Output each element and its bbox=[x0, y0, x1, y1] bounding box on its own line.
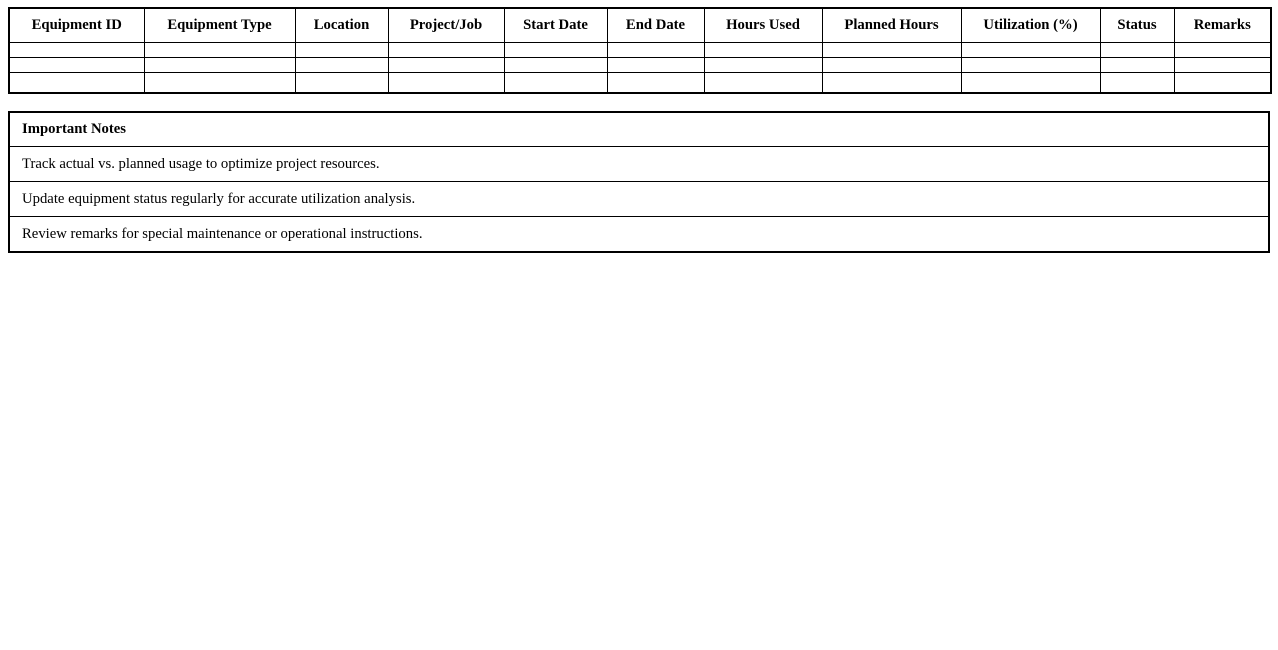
column-header-start-date: Start Date bbox=[504, 8, 607, 43]
note-item: Track actual vs. planned usage to optimize project resources. bbox=[9, 147, 1269, 182]
equipment-cell-r1c9[interactable] bbox=[1100, 58, 1174, 73]
equipment-cell-r2c7[interactable] bbox=[822, 73, 961, 94]
equipment-cell-r2c6[interactable] bbox=[704, 73, 822, 94]
equipment-cell-r1c1[interactable] bbox=[144, 58, 295, 73]
column-header-equipment-id: Equipment ID bbox=[9, 8, 144, 43]
equipment-cell-r2c9[interactable] bbox=[1100, 73, 1174, 94]
column-header-remarks: Remarks bbox=[1174, 8, 1271, 43]
equipment-cell-r1c3[interactable] bbox=[388, 58, 504, 73]
notes-title: Important Notes bbox=[9, 112, 1269, 147]
equipment-row bbox=[9, 73, 1271, 94]
note-item: Review remarks for special maintenance or operational instructions. bbox=[9, 217, 1269, 253]
notes-title-row bbox=[9, 112, 1269, 147]
equipment-cell-r2c3[interactable] bbox=[388, 73, 504, 94]
equipment-cell-r2c1[interactable] bbox=[144, 73, 295, 94]
equipment-cell-r0c4[interactable] bbox=[504, 43, 607, 58]
equipment-cell-r0c6[interactable] bbox=[704, 43, 822, 58]
column-header-location: Location bbox=[295, 8, 388, 43]
equipment-cell-r0c3[interactable] bbox=[388, 43, 504, 58]
note-row bbox=[9, 217, 1269, 253]
column-header-planned-hours: Planned Hours bbox=[822, 8, 961, 43]
notes-header bbox=[9, 112, 1269, 147]
note-row bbox=[9, 182, 1269, 217]
column-header-project-job: Project/Job bbox=[388, 8, 504, 43]
column-header-end-date: End Date bbox=[607, 8, 704, 43]
column-header-status: Status bbox=[1100, 8, 1174, 43]
equipment-cell-r1c10[interactable] bbox=[1174, 58, 1271, 73]
equipment-cell-r0c7[interactable] bbox=[822, 43, 961, 58]
header-row bbox=[9, 8, 1271, 43]
equipment-cell-r0c5[interactable] bbox=[607, 43, 704, 58]
equipment-cell-r2c8[interactable] bbox=[961, 73, 1100, 94]
equipment-table-body bbox=[9, 43, 1271, 94]
column-header-equipment-type: Equipment Type bbox=[144, 8, 295, 43]
equipment-cell-r0c2[interactable] bbox=[295, 43, 388, 58]
column-header-hours-used: Hours Used bbox=[704, 8, 822, 43]
note-row bbox=[9, 147, 1269, 182]
equipment-cell-r0c0[interactable] bbox=[9, 43, 144, 58]
column-header-utilization: Utilization (%) bbox=[961, 8, 1100, 43]
equipment-cell-r2c5[interactable] bbox=[607, 73, 704, 94]
equipment-cell-r1c0[interactable] bbox=[9, 58, 144, 73]
equipment-cell-r2c4[interactable] bbox=[504, 73, 607, 94]
equipment-utilization-table bbox=[8, 7, 1272, 94]
equipment-cell-r0c9[interactable] bbox=[1100, 43, 1174, 58]
equipment-cell-r1c2[interactable] bbox=[295, 58, 388, 73]
equipment-cell-r2c10[interactable] bbox=[1174, 73, 1271, 94]
equipment-cell-r2c0[interactable] bbox=[9, 73, 144, 94]
note-item: Update equipment status regularly for accurate utilization analysis. bbox=[9, 182, 1269, 217]
equipment-cell-r1c8[interactable] bbox=[961, 58, 1100, 73]
equipment-row bbox=[9, 58, 1271, 73]
notes-body bbox=[9, 147, 1269, 253]
equipment-cell-r1c4[interactable] bbox=[504, 58, 607, 73]
important-notes-table bbox=[8, 111, 1270, 253]
equipment-cell-r1c7[interactable] bbox=[822, 58, 961, 73]
equipment-cell-r0c1[interactable] bbox=[144, 43, 295, 58]
equipment-row bbox=[9, 43, 1271, 58]
equipment-cell-r1c6[interactable] bbox=[704, 58, 822, 73]
equipment-cell-r1c5[interactable] bbox=[607, 58, 704, 73]
equipment-table-header bbox=[9, 8, 1271, 43]
document bbox=[0, 0, 1278, 260]
equipment-cell-r0c10[interactable] bbox=[1174, 43, 1271, 58]
equipment-cell-r0c8[interactable] bbox=[961, 43, 1100, 58]
equipment-cell-r2c2[interactable] bbox=[295, 73, 388, 94]
